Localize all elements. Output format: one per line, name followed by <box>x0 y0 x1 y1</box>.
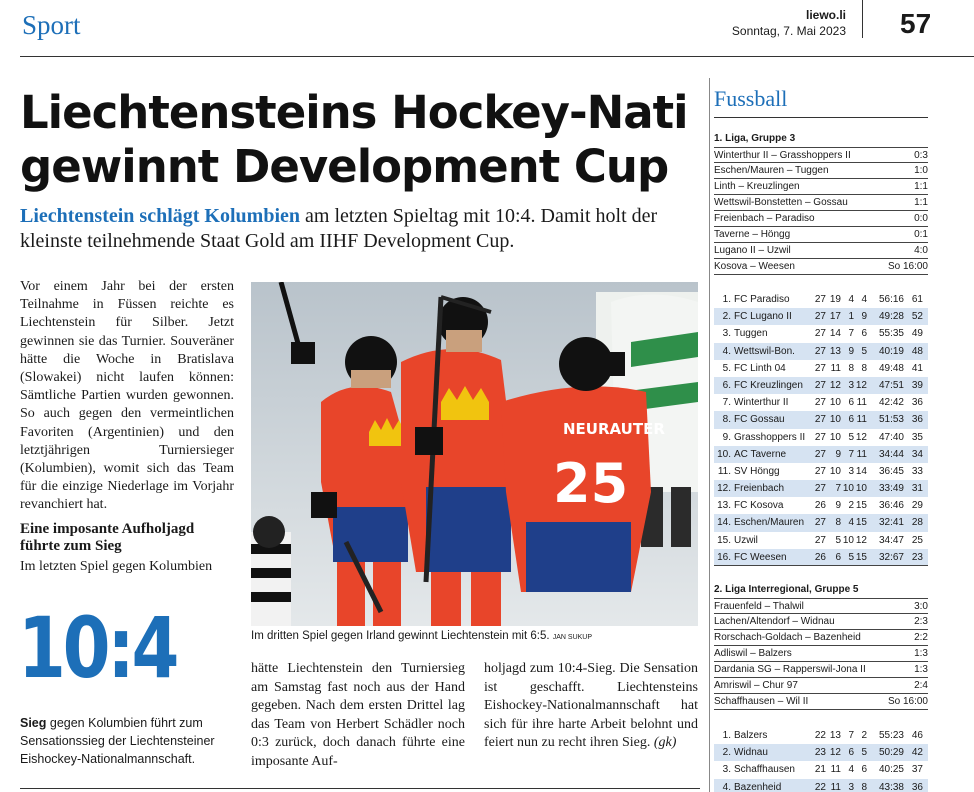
table-cell-tore: 36:45 <box>878 465 904 477</box>
table-cell-sp: 27 <box>814 345 826 357</box>
table-cell-team: Eschen/Mauren <box>734 517 805 529</box>
result-match: Frauenfeld – Thalwil <box>714 601 804 612</box>
sidebar-divider <box>709 78 710 792</box>
table-cell-tore: 43:38 <box>878 781 904 792</box>
table-row <box>714 480 928 497</box>
result-row <box>714 662 928 678</box>
table-cell-sp: 27 <box>814 431 826 443</box>
table-cell-team: Balzers <box>734 730 768 741</box>
result-score: 0:3 <box>914 150 928 161</box>
table-cell-n: 11 <box>856 397 867 409</box>
table-cell-sp: 21 <box>814 764 826 776</box>
result-match: Lachen/Altendorf – Widnau <box>714 616 835 627</box>
table-cell-tore: 40:25 <box>878 764 904 776</box>
table-cell-n: 5 <box>861 747 867 759</box>
table-cell-n: 15 <box>855 551 867 563</box>
result-match: Eschen/Mauren – Tuggen <box>714 165 829 176</box>
table-cell-pkt: 33 <box>911 465 923 477</box>
table-cell-tore: 55:23 <box>878 730 904 741</box>
table-cell-u: 3 <box>848 379 854 391</box>
table-cell-pkt: 37 <box>911 764 923 776</box>
table-cell-team: Tuggen <box>734 328 768 340</box>
table-cell-s: 17 <box>829 311 841 323</box>
table-row <box>714 343 928 360</box>
table-cell-n: 8 <box>861 362 867 374</box>
table-cell-team: Wettswil-Bon. <box>734 345 795 357</box>
table-cell-u: 7 <box>848 730 854 741</box>
section-title: Sport <box>22 10 81 40</box>
result-match: Lugano II – Uzwil <box>714 245 791 256</box>
table-cell-s: 9 <box>835 500 841 512</box>
sidebar-title: Fussball <box>714 86 788 111</box>
result-match: Rorschach-Goldach – Bazenheid <box>714 632 861 643</box>
table-cell-team: FC Kreuzlingen <box>734 379 803 391</box>
table-cell-pkt: 46 <box>911 730 923 741</box>
table-row <box>714 532 928 549</box>
table-cell-pos: 14. <box>717 517 731 529</box>
table-cell-pkt: 35 <box>911 431 923 443</box>
table-cell-sp: 27 <box>814 534 826 546</box>
table-cell-u: 6 <box>848 397 854 409</box>
table-cell-s: 10 <box>829 465 841 477</box>
table-cell-team: SV Höngg <box>734 465 780 477</box>
photo-caption <box>251 630 698 642</box>
table-cell-u: 4 <box>848 517 854 529</box>
table-cell-sp: 27 <box>814 311 826 323</box>
table-cell-s: 8 <box>835 517 841 529</box>
result-score: So 16:00 <box>887 261 928 272</box>
result-score: 2:2 <box>914 632 928 643</box>
result-match: Freienbach – Paradiso <box>714 213 815 224</box>
table-cell-pkt: 39 <box>911 379 923 391</box>
article-column-3-text: holjagd zum 10:4-Sieg. Die Sensation ist geschafft. Liechtensteins Eishockey-Nationalmannschaft hat sich für ihre harte Arbeit belohnt und feiert nun zu recht ihren Sieg. <box>484 661 698 750</box>
table-cell-pkt: 23 <box>911 551 923 563</box>
table-cell-n: 15 <box>855 517 867 529</box>
table-cell-tore: 40:19 <box>878 345 904 357</box>
table-cell-s: 13 <box>829 730 841 741</box>
table-cell-s: 10 <box>829 414 841 426</box>
table-cell-s: 9 <box>835 448 841 460</box>
table-cell-pkt: 28 <box>911 517 923 529</box>
table-cell-n: 15 <box>855 500 867 512</box>
table-cell-team: FC Paradiso <box>734 294 790 305</box>
result-row <box>714 598 928 614</box>
table-cell-s: 11 <box>830 764 841 776</box>
table-cell-sp: 27 <box>814 362 826 374</box>
result-row <box>714 259 928 275</box>
result-match: Amriswil – Chur 97 <box>714 680 798 691</box>
table-cell-tore: 49:48 <box>878 362 904 374</box>
table-cell-pkt: 31 <box>911 483 923 495</box>
header-rule <box>20 56 974 57</box>
result-score: 0:1 <box>914 229 928 240</box>
table-cell-team: FC Kosova <box>734 500 784 512</box>
table-cell-u: 7 <box>848 328 854 340</box>
result-match: Kosova – Weesen <box>714 261 795 272</box>
table-cell-pkt: 36 <box>911 781 923 792</box>
table-cell-s: 6 <box>835 551 841 563</box>
table-cell-sp: 22 <box>814 781 826 792</box>
group-1-title: 1. Liga, Gruppe 3 <box>714 133 796 144</box>
table-row <box>714 549 928 566</box>
article-column-1: Vor einem Jahr bei der ersten Teilnahme in Füssen reichte es Liechtenstein für Silber. Jetzt gewinnen sie das Turnier. Souveräner hätte die Woche in Bratislava (Slowakei) nicht laufen können: Sämtliche Partien wurden gewonnen. So auch gegen den vermeintlichen Favoriten (Argentinien) und den letztjährigen Turniersieger (Kolumbien), womit sich das Team für die einzige Niederlage im Vorjahr revanchiert hat. <box>20 279 234 513</box>
group-2-title: 2. Liga Interregional, Gruppe 5 <box>714 584 859 595</box>
article-column-1-continued: Im letzten Spiel gegen Kolumbien <box>20 559 213 574</box>
group-2-results <box>714 598 928 710</box>
group-2-standings <box>714 727 928 792</box>
table-cell-n: 6 <box>861 764 867 776</box>
score-caption <box>20 714 240 768</box>
table-row <box>714 360 928 377</box>
result-match: Taverne – Höngg <box>714 229 791 240</box>
table-cell-n: 9 <box>861 311 867 323</box>
table-cell-tore: 47:40 <box>878 431 904 443</box>
table-cell-sp: 26 <box>814 500 826 512</box>
table-cell-tore: 47:51 <box>878 379 904 391</box>
result-row <box>714 243 928 259</box>
table-cell-s: 10 <box>829 397 841 409</box>
table-cell-pos: 7. <box>722 397 731 409</box>
result-score: 2:3 <box>914 616 928 627</box>
table-cell-sp: 22 <box>814 730 826 741</box>
table-cell-tore: 32:67 <box>878 551 904 563</box>
table-cell-tore: 49:28 <box>878 311 904 323</box>
table-row <box>714 761 928 778</box>
table-cell-s: 13 <box>829 345 841 357</box>
table-cell-sp: 27 <box>814 465 826 477</box>
photo-credit: JAN SUKUP <box>552 634 593 641</box>
result-score: 1:3 <box>914 664 928 675</box>
table-cell-team: Schaffhausen <box>734 764 795 776</box>
table-cell-pos: 6. <box>722 379 731 391</box>
table-cell-tore: 33:49 <box>878 483 904 495</box>
big-score: 10:4 <box>18 599 177 697</box>
table-cell-pos: 9. <box>722 431 731 443</box>
table-cell-pos: 1. <box>722 730 731 741</box>
table-cell-n: 11 <box>856 414 867 426</box>
table-cell-tore: 51:53 <box>878 414 904 426</box>
table-cell-n: 12 <box>855 534 867 546</box>
table-cell-team: Freienbach <box>734 483 785 495</box>
article-column-3 <box>484 660 698 753</box>
table-row <box>714 463 928 480</box>
hockey-photo-illustration <box>251 282 698 626</box>
result-score: 1:1 <box>914 181 928 192</box>
table-cell-s: 12 <box>829 747 841 759</box>
table-cell-u: 9 <box>848 345 854 357</box>
result-score: 3:0 <box>914 601 928 612</box>
table-cell-sp: 27 <box>814 379 826 391</box>
jersey-number: 25 <box>553 452 629 515</box>
table-cell-sp: 27 <box>814 397 826 409</box>
table-cell-pos: 1. <box>722 294 731 305</box>
lead-highlight: Liechtenstein schlägt Kolumbien <box>20 205 301 227</box>
table-cell-team: Widnau <box>734 747 768 759</box>
table-cell-u: 1 <box>848 311 854 323</box>
table-cell-s: 11 <box>830 781 841 792</box>
table-cell-u: 4 <box>848 764 854 776</box>
table-row <box>714 727 928 744</box>
table-cell-pos: 8. <box>722 414 731 426</box>
result-match: Adliswil – Balzers <box>714 648 792 659</box>
table-cell-u: 7 <box>848 448 854 460</box>
table-cell-pos: 16. <box>717 551 731 563</box>
table-cell-sp: 27 <box>814 328 826 340</box>
table-cell-sp: 27 <box>814 517 826 529</box>
table-cell-u: 5 <box>848 431 854 443</box>
table-row <box>714 446 928 463</box>
table-cell-pkt: 42 <box>911 747 923 759</box>
table-cell-sp: 23 <box>814 747 826 759</box>
hockey-photo <box>251 282 698 626</box>
header-divider <box>862 0 863 38</box>
result-match: Schaffhausen – Wil II <box>714 696 809 707</box>
table-cell-team: Winterthur II <box>734 397 789 409</box>
table-cell-n: 6 <box>861 328 867 340</box>
result-row <box>714 694 928 710</box>
table-cell-pos: 4. <box>722 781 731 792</box>
table-cell-s: 14 <box>829 328 841 340</box>
table-row <box>714 394 928 411</box>
table-cell-pos: 13. <box>717 500 731 512</box>
result-match: Wettswil-Bonstetten – Gossau <box>714 197 848 208</box>
table-cell-team: AC Taverne <box>734 448 787 460</box>
result-row <box>714 646 928 662</box>
table-cell-pos: 15. <box>717 534 731 546</box>
group-1-results <box>714 147 928 275</box>
result-row <box>714 179 928 195</box>
table-cell-u: 6 <box>848 747 854 759</box>
result-score: 2:4 <box>914 680 928 691</box>
article-headline <box>20 86 700 194</box>
table-cell-sp: 27 <box>814 448 826 460</box>
table-cell-team: Grasshoppers II <box>734 431 806 443</box>
table-cell-u: 6 <box>848 414 854 426</box>
table-row <box>714 308 928 325</box>
table-cell-n: 11 <box>856 448 867 460</box>
table-cell-u: 10 <box>842 534 854 546</box>
table-cell-pkt: 48 <box>911 345 923 357</box>
result-score: 1:1 <box>914 197 928 208</box>
result-match: Dardania SG – Rapperswil-Jona II <box>714 664 866 675</box>
table-cell-pos: 4. <box>722 345 731 357</box>
table-cell-team: Uzwil <box>734 534 758 546</box>
table-cell-sp: 27 <box>814 294 826 305</box>
jersey-name: NEURAUTER <box>563 420 665 438</box>
table-row <box>714 497 928 514</box>
score-caption-text: gegen Kolumbien führt zum Sensationssieg der Liechtensteiner Eishockey-Nationalmannschaft. <box>20 716 215 766</box>
table-cell-team: FC Lugano II <box>734 311 792 323</box>
table-row <box>714 514 928 531</box>
table-row <box>714 291 928 308</box>
table-row <box>714 779 928 792</box>
table-row <box>714 325 928 342</box>
table-cell-n: 2 <box>861 730 867 741</box>
table-cell-pkt: 61 <box>911 294 923 305</box>
table-cell-u: 10 <box>842 483 854 495</box>
table-cell-pkt: 36 <box>911 397 923 409</box>
table-cell-pkt: 36 <box>911 414 923 426</box>
table-cell-u: 3 <box>848 781 854 792</box>
table-cell-pos: 12. <box>717 483 731 495</box>
table-cell-pkt: 29 <box>911 500 923 512</box>
table-cell-pkt: 49 <box>911 328 923 340</box>
table-row <box>714 411 928 428</box>
result-match: Linth – Kreuzlingen <box>714 181 800 192</box>
table-cell-tore: 55:35 <box>878 328 904 340</box>
result-score: So 16:00 <box>887 696 928 707</box>
table-cell-tore: 36:46 <box>878 500 904 512</box>
table-cell-sp: 27 <box>814 483 826 495</box>
table-cell-n: 12 <box>855 431 867 443</box>
result-row <box>714 227 928 243</box>
table-cell-tore: 34:47 <box>878 534 904 546</box>
table-cell-pkt: 34 <box>911 448 923 460</box>
table-cell-pos: 5. <box>722 362 731 374</box>
table-cell-tore: 42:42 <box>878 397 904 409</box>
table-cell-pos: 3. <box>722 764 731 776</box>
issue-date: Sonntag, 7. Mai 2023 <box>731 24 846 38</box>
table-cell-s: 12 <box>829 379 841 391</box>
table-cell-tore: 56:16 <box>878 294 904 305</box>
table-cell-n: 5 <box>861 345 867 357</box>
sidebar-title-rule <box>714 117 928 118</box>
article-column-2: hätte Liechtenstein den Turniersieg am Samstag fast noch aus der Hand gegeben. Nach dem ersten Drittel lag das Team von Herbert Schädler noch 0:3 zurück, doch danach führte eine imposante Auf- <box>251 661 465 769</box>
result-match: Winterthur II – Grasshoppers II <box>714 150 851 161</box>
table-cell-tore: 50:29 <box>878 747 904 759</box>
table-cell-u: 2 <box>848 500 854 512</box>
table-cell-s: 5 <box>835 534 841 546</box>
result-row <box>714 211 928 227</box>
article-bottom-rule <box>20 788 700 789</box>
table-cell-s: 19 <box>829 294 841 305</box>
headline-line-1: Liechtensteins Hockey-Nati <box>20 86 688 139</box>
table-cell-sp: 26 <box>814 551 826 563</box>
table-cell-n: 4 <box>861 294 867 305</box>
table-row <box>714 744 928 761</box>
author-initials: (gk) <box>653 735 677 750</box>
photo-caption-text: Im dritten Spiel gegen Irland gewinnt Liechtenstein mit 6:5. <box>251 630 550 642</box>
table-cell-n: 12 <box>855 379 867 391</box>
table-cell-s: 10 <box>829 431 841 443</box>
table-row <box>714 377 928 394</box>
result-score: 1:3 <box>914 648 928 659</box>
table-cell-s: 11 <box>830 362 841 374</box>
table-cell-team: FC Weesen <box>734 551 787 563</box>
table-cell-pkt: 52 <box>911 311 923 323</box>
table-cell-s: 7 <box>835 483 841 495</box>
score-caption-bold: Sieg <box>20 716 47 730</box>
result-row <box>714 163 928 179</box>
table-cell-sp: 27 <box>814 414 826 426</box>
page-number: 57 <box>900 8 932 39</box>
lead-text: am letzten Spieltag mit 10:4. Damit holt der kleinste teilnehmende Staat Gold am IIHF Development Cup. <box>20 205 658 252</box>
table-cell-pos: 2. <box>722 311 731 323</box>
result-score: 1:0 <box>914 165 928 176</box>
table-cell-u: 5 <box>848 551 854 563</box>
table-row <box>714 429 928 446</box>
result-row <box>714 147 928 163</box>
site-name: liewo.li <box>805 8 846 22</box>
table-cell-team: Bazenheid <box>734 781 782 792</box>
table-cell-pos: 11. <box>717 465 731 477</box>
table-cell-tore: 34:44 <box>878 448 904 460</box>
table-cell-tore: 32:41 <box>878 517 904 529</box>
table-cell-pkt: 25 <box>911 534 923 546</box>
result-score: 0:0 <box>914 213 928 224</box>
article-lead <box>20 204 700 254</box>
table-cell-pos: 3. <box>722 328 731 340</box>
table-cell-pkt: 41 <box>911 362 923 374</box>
table-cell-n: 8 <box>861 781 867 792</box>
headline-line-2: gewinnt Development Cup <box>20 140 669 193</box>
table-cell-u: 3 <box>848 465 854 477</box>
table-cell-pos: 2. <box>722 747 731 759</box>
result-row <box>714 614 928 630</box>
result-row <box>714 630 928 646</box>
article-subhead: Eine imposante Aufholjagd führte zum Sieg <box>20 521 195 554</box>
table-cell-n: 14 <box>855 465 867 477</box>
table-cell-n: 10 <box>855 483 867 495</box>
table-cell-u: 8 <box>848 362 854 374</box>
result-row <box>714 195 928 211</box>
result-score: 4:0 <box>914 245 928 256</box>
group-1-standings <box>714 291 928 566</box>
table-cell-team: FC Gossau <box>734 414 785 426</box>
table-cell-team: FC Linth 04 <box>734 362 786 374</box>
table-cell-u: 4 <box>848 294 854 305</box>
table-cell-pos: 10. <box>717 448 731 460</box>
result-row <box>714 678 928 694</box>
